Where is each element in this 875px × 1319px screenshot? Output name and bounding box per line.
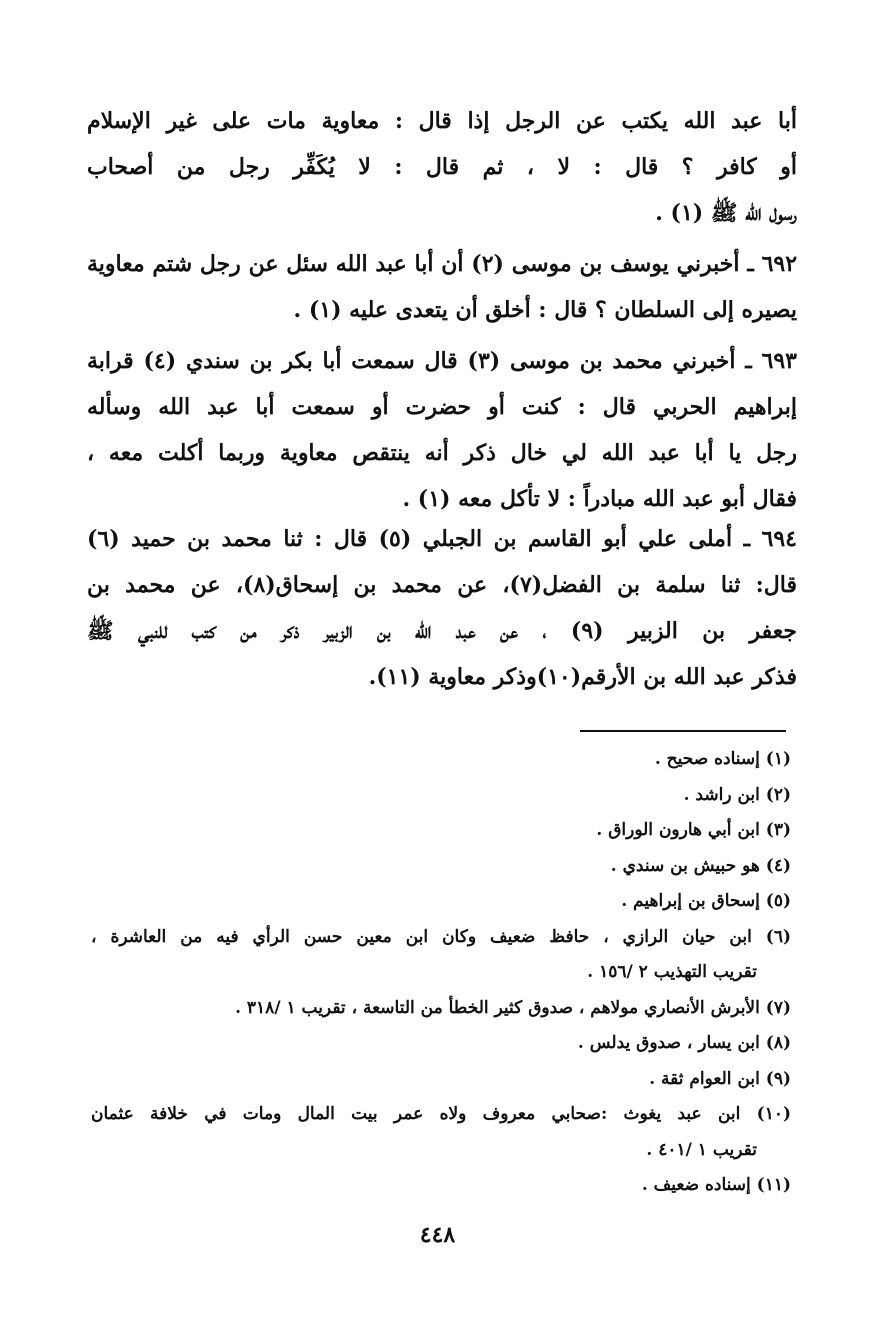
paragraph-692 [87,241,797,333]
text-segment: أخبرني يوسف بن موسى (٢) أن أبا عبد الله سئل عن رجل شتم معاوية [87,251,740,277]
entry-number: ٦٩٤ ـ [743,526,797,552]
text-segment: أملى علي أبو القاسم بن الجبلي (٥) قال : ثنا محمد بن حميد (٦) [87,526,733,552]
footnote: (٢) ابن راشد . [683,784,791,805]
footnote: (١) إسناده صحيح . [654,749,791,769]
footnote: (١١) إسناده ضعيف . [641,1175,791,1195]
footnotes [91,742,791,1204]
footnote: (٤) هو حبيش بن سندي . [610,855,791,876]
paragraph-693 [87,338,797,522]
text-line: أو كافر ؟ قال : لا ، ثم قال : لا يُكَفِّر رجل من أصحاب [87,154,797,180]
footnote-continuation: تقريب التهذيب ٢ /١٥٦ . [587,962,757,982]
footnote: (٦) ابن حيان الرازي ، حافظ ضعيف وكان ابن معين حسن الرأي فيه من العاشرة ، [91,926,791,947]
footnote: (٣) ابن أبي هارون الوراق . [596,820,791,840]
footnote: (١٠) ابن عبد يغوث :صحابي معروف ولاه عمر بيت المال ومات في خلافة عثمان [91,1104,791,1124]
footnote: (٨) ابن يسار ، صدوق يدلس . [577,1033,791,1053]
text-line: جعفر بن الزبير (٩) ، عن عبد الله بن الزبير ذكر من كتب للنبي ﷺ [87,618,797,644]
text-segment: أخبرني محمد بن موسى (٣) قال سمعت أبا بكر بن سندي (٤) قرابة [87,348,736,374]
text-line: رجل يا أبا عبد الله لي خال ذكر أنه ينتقص معاوية وربما أكلت معه ، [87,440,797,466]
footnote: (٧) الأبرش الأنصاري مولاهم ، صدوق كثير الخطأ من التاسعة ، تقريب ١ /٣١٨ . [235,997,791,1018]
paragraph-continuation [87,98,797,236]
text-line: فقال أبو عبد الله مبادراً : لا تأكل معه (١) . [402,486,797,512]
text-line: قال: ثنا سلمة بن الفضل(٧)، عن محمد بن إسحاق(٨)، عن محمد بن [87,572,798,598]
text-line: رسول الله ﷺ (١) . [655,200,797,226]
footnote-continuation: تقريب ١ /٤٠١ . [646,1139,757,1160]
text-line: أبا عبد الله يكتب عن الرجل إذا قال : معاوية مات على غير الإسلام [87,108,797,134]
footnote: (٩) ابن العوام ثقة . [649,1068,791,1089]
footnote: (٥) إسحاق بن إبراهيم . [621,891,791,911]
footnote-separator [580,730,786,732]
page-number: ٤٤٨ [419,1222,456,1248]
entry-number: ٦٩٢ ـ [747,251,798,277]
text-line: إبراهيم الحربي قال : كنت أو حضرت أو سمعت أبا عبد الله وسأله [87,394,797,420]
text-line [87,338,797,384]
text-line: يصيره إلى السلطان ؟ قال : أخلق أن يتعدى عليه (١) . [293,297,797,323]
paragraph-694 [87,516,797,700]
text-line [87,241,797,287]
text-line: فذكر عبد الله بن الأرقم(١٠)وذكر معاوية (١١). [368,664,797,690]
entry-number: ٦٩٣ ـ [745,348,797,374]
text-line [87,516,797,562]
